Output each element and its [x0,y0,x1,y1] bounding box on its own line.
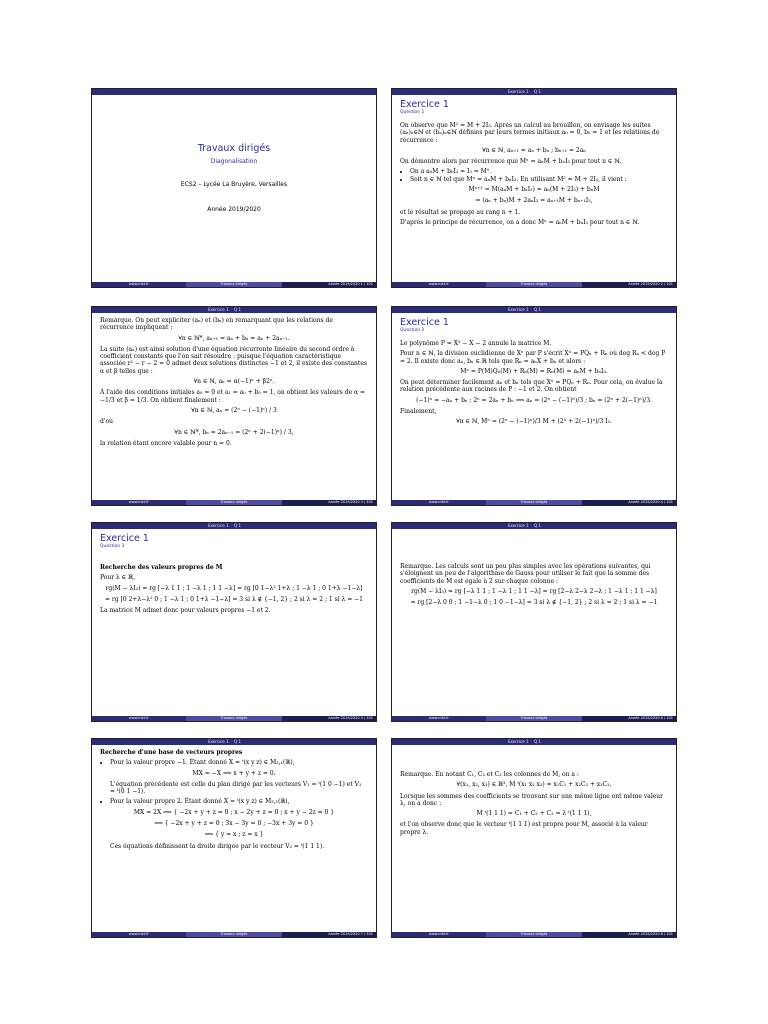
slide-footer [392,282,676,287]
frame-title: Exercice 1 [400,317,449,328]
slide-1 [91,88,377,288]
paragraph: Remarque. En notant C₁, C₂ et C₃ les colonnes de M, on a : [400,771,579,778]
slide-footer [392,716,676,721]
list-item: • On a a₀M + b₀I₃ = I₃ = M⁰. [410,168,668,175]
paragraph: Le polynôme P = X² − X − 2 annule la matrice M. [400,340,552,347]
footer-left: www.mkt.fr [92,716,186,721]
paragraph: On peut déterminer facilement aₙ et bₙ tels que Xⁿ = PQₙ + Rₙ. Pour cela, on évalue la relation précédente aux racines de P : −1 et 2. On obtient [400,379,663,394]
frame-title: Exercice 1 [100,533,149,544]
slide-2 [391,88,677,288]
equation: ∀n ∈ ℕ*, aₙ₊₁ = aₙ + bₙ = aₙ + 2aₙ₋₁. [178,334,290,342]
equation: ∀n ∈ ℕ, aₙ = (2ⁿ − (−1)ⁿ) / 3 [191,406,277,414]
bullet-list [400,168,668,183]
paragraph: la relation étant encore valable pour n = 0. [100,439,232,447]
paragraph: On observe que M² = M + 2I₃. Après un calcul au brouillon, on envisage les suites (aₙ)ₙ∈ℕ et (bₙ)ₙ∈ℕ définies par leurs termes initiaux a₀ = 0, b₀ = 1 et les relations de récurrence : [400,122,660,144]
presentation-subtitle: Diagonalisation [210,158,258,166]
equation: ∀n ∈ ℕ, Mⁿ = (2ⁿ − (−1)ⁿ)/3 M + (2ⁿ + 2(−1)ⁿ)/3 I₃. [456,418,612,426]
slide-header-bar [392,523,676,529]
footer-right: Année 2019/2020 4 / 101 [582,500,676,505]
equation: ∀n ∈ ℕ, aₙ = α(−1)ⁿ + β2ⁿ. [193,378,275,386]
slide-footer [92,932,376,937]
footer-center: Travaux dirigés [186,500,282,505]
equation: ∀(x₁, x₂, x₃) ∈ ℝ³, M ᵗ(x₁ x₂ x₃) = x₁C₁ + x₂C₂ + x₃C₃. [456,781,612,789]
slide-content [400,749,668,931]
footer-center: Travaux dirigés [486,500,582,505]
equation: rg(M − λI₃) = rg [−λ 1 1 ; 1 −λ 1 ; 1 1 −λ] = rg [2−λ 2−λ 2−λ ; 1 −λ 1 ; 1 1 −λ] [411,587,657,595]
footer-center: Travaux dirigés [186,282,282,287]
slide-header-bar [92,307,376,313]
paragraph: et le résultat se propage au rang n + 1. [400,208,521,216]
equation: = rg [2−λ 0 0 ; 1 −1−λ 0 ; 1 0 −1−λ] = 3 si λ ∉ {−1, 2} ; 2 si λ = 2 ; 1 si λ = −1 [410,599,658,607]
footer-left: www.mkt.fr [92,932,186,937]
equation: ∀n ∈ ℕ*, bₙ = 2aₙ₋₁ = (2ⁿ + 2(−1)ⁿ) / 3, [174,428,294,436]
paragraph: Ces équations définissent la droite dirigée par le vecteur V₃ = ᵗ(1 1 1). [110,842,325,850]
slide-content [400,317,668,499]
presentation-date: Année 2019/2020 [207,205,261,213]
list-item: • Pour la valeur propre 2. Étant donné X = ᵗ(x y z) ∈ M₃,₁(ℝ), [110,798,368,805]
frame-subtitle: Question 1 [400,110,425,115]
paragraph: d'où [100,418,113,426]
footer-right: Année 2019/2020 1 / 101 [282,282,376,287]
footer-right: Année 2019/2020 6 / 101 [582,716,676,721]
slide-footer [92,716,376,721]
footer-right: Année 2019/2020 2 / 101 [582,282,676,287]
equation: M ᵗ(1 1 1) = C₁ + C₂ + C₃ = λ ᵗ(1 1 1), [476,810,592,818]
slide-8 [391,738,677,938]
slide-6 [391,522,677,722]
footer-left: www.mkt.fr [92,500,186,505]
header-subsection: Q 1 [534,307,541,312]
bullet-list [100,759,368,766]
paragraph: La suite (aₙ) est ainsi solution d'une équation récurrente linéaire du second ordre à coefficient constants que l'on sait résoudre : puisque l'équation caractéristique associée r² − r − 2 = 0 admet deux solutions distinctes −1 et 2, il existe des constantes α et β telles que : [100,345,367,375]
slide-footer [392,500,676,505]
frame-subtitle: Question 2 [400,328,425,333]
paragraph: Finalement, [400,408,437,416]
header-subsection: Q 1 [534,523,541,528]
section-heading: Recherche d'une base de vecteurs propres [100,749,243,756]
slide-content [100,317,368,499]
equation: rg(M − λI₃) = rg [−λ 1 1 ; 1 −λ 1 ; 1 1 −λ] = rg [0 1−λ² 1+λ ; 1 −λ 1 ; 0 1+λ −1−λ] [105,584,363,592]
slide-footer [92,282,376,287]
equation: MX = −X ⟺ x + y + z = 0. [192,769,276,777]
paragraph: Pour λ ∈ ℝ, [100,574,135,582]
paragraph: Lorsque les sommes des coefficients se trouvant sur une même ligne ont même valeur λ, on a donc : [400,792,664,807]
paragraph: Remarque. Les calculs sont un peu plus simples avec les opérations suivantes, qui s'éloignent un peu de l'algorithme de Gauss pour utiliser le fait que la somme des coefficients de M est égale à 2 sur chaque colonne : [400,563,651,585]
header-section: Exercice 1 [508,89,529,94]
slide-footer [92,500,376,505]
footer-left: www.mkt.fr [392,282,486,287]
slide-footer [392,932,676,937]
slide-header-bar [92,523,376,529]
paragraph: et l'on observe donc que le vecteur ᵗ(1 1 1) est propre pour M, associé à la valeur propre λ. [400,821,648,836]
slide-header-bar [392,307,676,313]
slide-7 [91,738,377,938]
header-subsection: Q 1 [234,523,241,528]
frame-subtitle: Question 3 [100,544,125,549]
equation: (−1)ⁿ = −aₙ + bₙ ; 2ⁿ = 2aₙ + bₙ ⟺ aₙ = (2ⁿ − (−1)ⁿ)/3 ; bₙ = (2ⁿ + 2(−1)ⁿ)/3. [416,396,652,404]
presentation-title: Travaux dirigés [197,143,271,154]
footer-left: www.mkt.fr [92,282,186,287]
slide-4 [391,306,677,506]
equation: Mⁿ = P(M)Qₙ(M) + Rₙ(M) = Rₙ(M) = aₙM + bₙI₃. [460,367,608,375]
footer-center: Travaux dirigés [486,282,582,287]
slide-content [100,533,368,715]
paragraph: On démontre alors par récurrence que Mⁿ = aₙM + bₙI₃ pour tout n ∈ ℕ. [400,158,622,166]
slide-3 [91,306,377,506]
header-subsection: Q 1 [534,739,541,744]
equation: MX = 2X ⟺ { −2x + y + z = 0 ; x − 2y + z = 0 ; x + y − 2z = 0 } [133,808,335,816]
equation: ∀n ∈ ℕ, aₙ₊₁ = aₙ + bₙ ; bₙ₊₁ = 2aₙ [482,146,586,154]
footer-right: Année 2019/2020 5 / 101 [282,716,376,721]
header-subsection: Q 1 [534,89,541,94]
header-section: Exercice 1 [508,739,529,744]
list-item: • Pour la valeur propre −1. Étant donné X = ᵗ(x y z) ∈ M₃,₁(ℝ), [110,759,368,766]
slide-content [100,99,368,281]
header-section: Exercice 1 [508,523,529,528]
slide-content [400,99,668,281]
slide-content [100,749,368,931]
footer-center: Travaux dirigés [486,932,582,937]
footer-left: www.mkt.fr [392,716,486,721]
slide-header-bar [392,89,676,95]
footer-right: Année 2019/2020 7 / 101 [282,932,376,937]
footer-center: Travaux dirigés [486,716,582,721]
equation: ⟺ { −2x + y + z = 0 ; 3x − 3y = 0 ; −3x + 3y = 0 } [154,820,314,828]
slide-header-bar [92,739,376,745]
bullet-list [100,798,368,805]
header-section: Exercice 1 [508,307,529,312]
footer-left: www.mkt.fr [392,932,486,937]
footer-left: www.mkt.fr [392,500,486,505]
footer-right: Année 2019/2020 3 / 101 [282,500,376,505]
header-section: Exercice 1 [208,523,229,528]
list-item: • Soit n ∈ ℕ tel que Mⁿ = aₙM + bₙI₃. En utilisant M² = M + 2I₃, il vient : [410,176,668,183]
header-section: Exercice 1 [208,739,229,744]
footer-center: Travaux dirigés [186,932,282,937]
header-subsection: Q 1 [234,739,241,744]
paragraph: La matrice M admet donc pour valeurs propres −1 et 2. [100,607,271,615]
header-subsection: Q 1 [234,307,241,312]
slide-header-bar [92,89,376,95]
paragraph: Pour n ∈ ℕ, la division euclidienne de Xⁿ par P s'écrit Xⁿ = PQₙ + Rₙ où deg Rₙ < deg P = 2. Il existe donc aₙ, bₙ ∈ ℝ tels que Rₙ = aₙX + bₙ et alors : [400,350,666,365]
equation: = rg [0 2+λ−λ² 0 ; 1 −λ 1 ; 0 1+λ −1−λ] = 3 si λ ∉ {−1, 2} ; 2 si λ = 2 ; 1 si λ = −1 [105,595,363,603]
frame-title: Exercice 1 [400,99,449,110]
paragraph: D'après le principe de récurrence, on a donc Mⁿ = aₙM + bₙI₃ pour tout n ∈ ℕ. [400,218,640,226]
equation: = (aₙ + bₙ)M + 2aₙI₃ = aₙ₊₁M + bₙ₊₁I₃, [475,197,593,205]
equation: ⟺ { y = x ; z = x } [204,831,264,839]
paragraph: Remarque. On peut expliciter (aₙ) et (bₙ) en remarquant que les relations de récurrence impliquent : [100,317,333,332]
footer-right: Année 2019/2020 8 / 101 [582,932,676,937]
equation: Mⁿ⁺¹ = M(aₙM + bₙI₃) = aₙ(M + 2I₃) + bₙM [468,186,600,194]
section-heading: Recherche des valeurs propres de M [100,564,223,571]
paragraph: À l'aide des conditions initiales a₀ = 0 et a₁ = a₀ + b₀ = 1, on obtient les valeurs de α = −1/3 et β = 1/3. On obtient finalement : [100,389,366,404]
paragraph: L'équation précédente est celle du plan dirigé par les vecteurs V₁ = ᵗ(1 0 −1) et V₂ = ᵗ(0 1 −1). [110,780,362,796]
slide-header-bar [392,739,676,745]
presentation-author: ECS2 – Lycée La Bruyère, Versailles [180,180,288,188]
footer-center: Travaux dirigés [186,716,282,721]
slide-content [400,533,668,715]
slide-5 [91,522,377,722]
header-section: Exercice 1 [208,307,229,312]
